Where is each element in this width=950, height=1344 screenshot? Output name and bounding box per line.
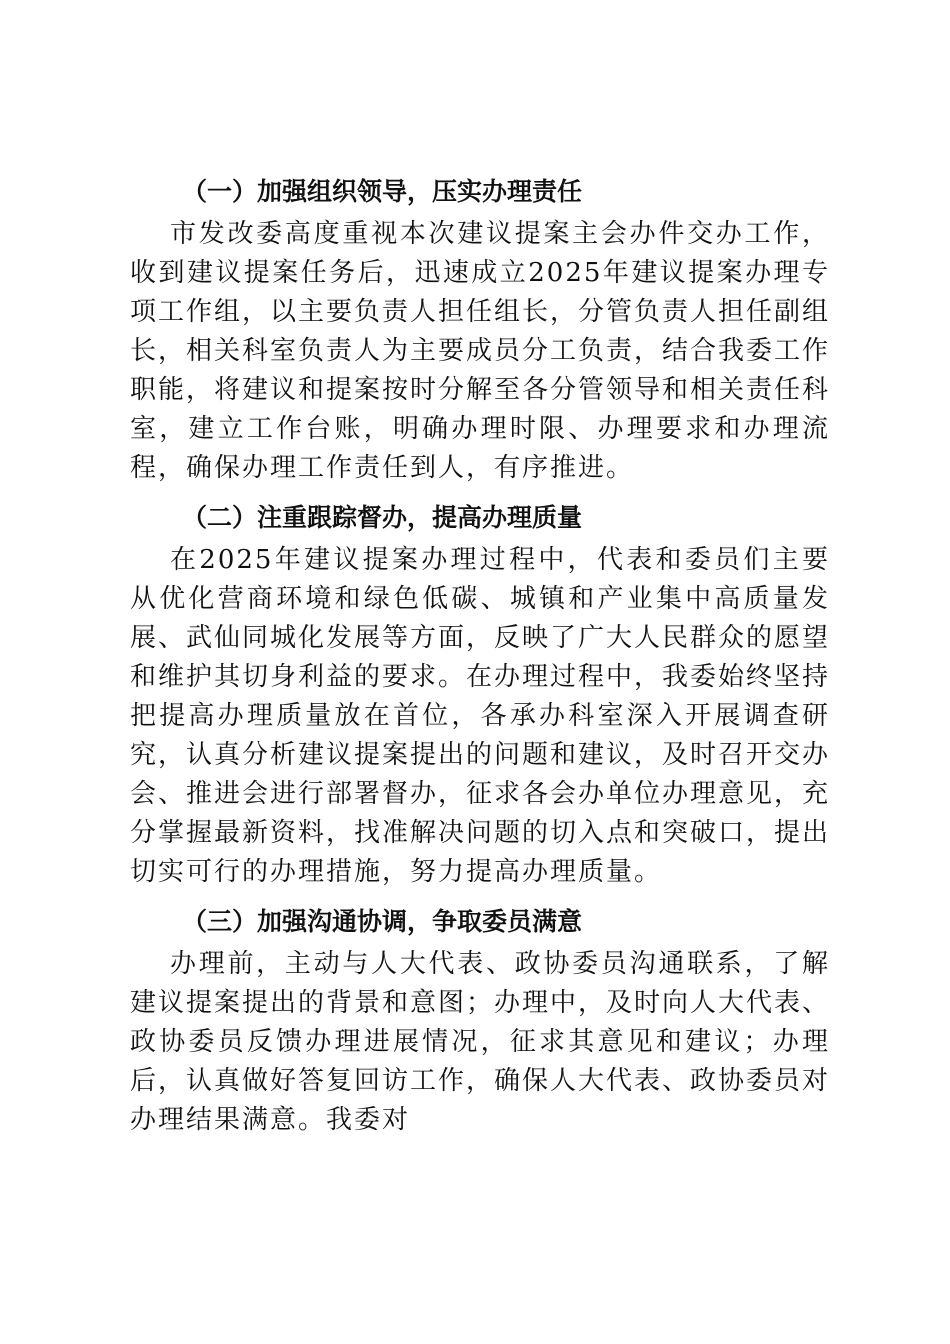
section-1-heading: （一）加强组织领导，压实办理责任 [182,177,583,206]
section-1-paragraph: 市发改委高度重视本次建议提案主会办件交办工作，收到建议提案任务后，迅速成立2025年建议提案办理专项工作组，以主要负责人担任组长，分管负责人担任副组长，相关科室负责人为主要成员分工负责，结合我委工作职能，将建议和提案按时分解至各分管领导和相关责任科室，建立工作台账，明确办理时限、办理要求和办理流程，确保办理工作责任到人，有序推进。 [130,219,831,483]
document-body [130,172,830,1140]
section-2-heading: （二）注重跟踪督办，提高办理质量 [182,503,583,532]
section-2-paragraph: 在2025年建议提案办理过程中，代表和委员们主要从优化营商环境和绿色低碳、城镇和产业集中高质量发展、武仙同城化发展等方面，反映了广大人民群众的愿望和维护其切身利益的要求。在办理过程中，我委始终坚持把提高办理质量放在首位，各承办科室深入开展调查研究，认真分析建议提案提出的问题和建议，及时召开交办会、推进会进行部署督办，征求各会办单位办理意见，充分掌握最新资料，找准解决问题的切入点和突破口，提出切实可行的办理措施，努力提高办理质量。 [130,545,831,887]
section-3-heading: （三）加强沟通协调，争取委员满意 [182,907,583,936]
section-3-paragraph: 办理前，主动与人大代表、政协委员沟通联系，了解建议提案提出的背景和意图；办理中，及时向人大代表、政协委员反馈办理进展情况，征求其意见和建议；办理后，认真做好答复回访工作，确保人大代表、政协委员对办理结果满意。我委对 [130,949,831,1135]
